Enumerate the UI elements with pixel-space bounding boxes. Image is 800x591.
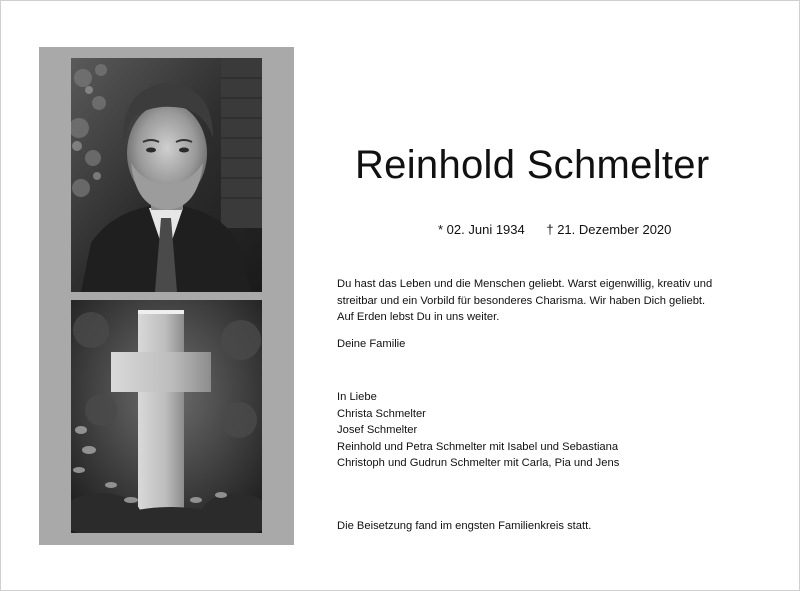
cross-photo	[71, 300, 262, 533]
family-list-item: In Liebe	[337, 391, 377, 403]
life-dates	[438, 222, 671, 237]
signoff: Deine Familie	[337, 338, 406, 350]
photo-panel	[39, 47, 294, 545]
memorial-text-line: Du hast das Leben und die Menschen geliebt. Warst eigenwillig, kreativ und	[337, 278, 713, 290]
family-list-item: Christoph und Gudrun Schmelter mit Carla, Pia und Jens	[337, 457, 620, 469]
memorial-text	[337, 276, 712, 326]
birth-date: * 02. Juni 1934	[438, 222, 525, 237]
memorial-text-line: streitbar und ein Vorbild für besonderes Charisma. Wir haben Dich geliebt.	[337, 294, 706, 307]
family-list-item: Christa Schmelter	[337, 407, 426, 420]
family-list-item: Reinhold und Petra Schmelter mit Isabel und Sebastiana	[337, 440, 619, 453]
family-list	[337, 389, 619, 472]
deceased-name: Reinhold Schmelter	[355, 143, 710, 187]
portrait-photo	[71, 58, 262, 292]
burial-note: Die Beisetzung fand im engsten Familienkreis statt.	[337, 520, 592, 532]
death-date: † 21. Dezember 2020	[546, 222, 672, 237]
memorial-text-line: Auf Erden lebst Du in uns weiter.	[337, 311, 500, 323]
family-list-item: Josef Schmelter	[337, 424, 418, 436]
